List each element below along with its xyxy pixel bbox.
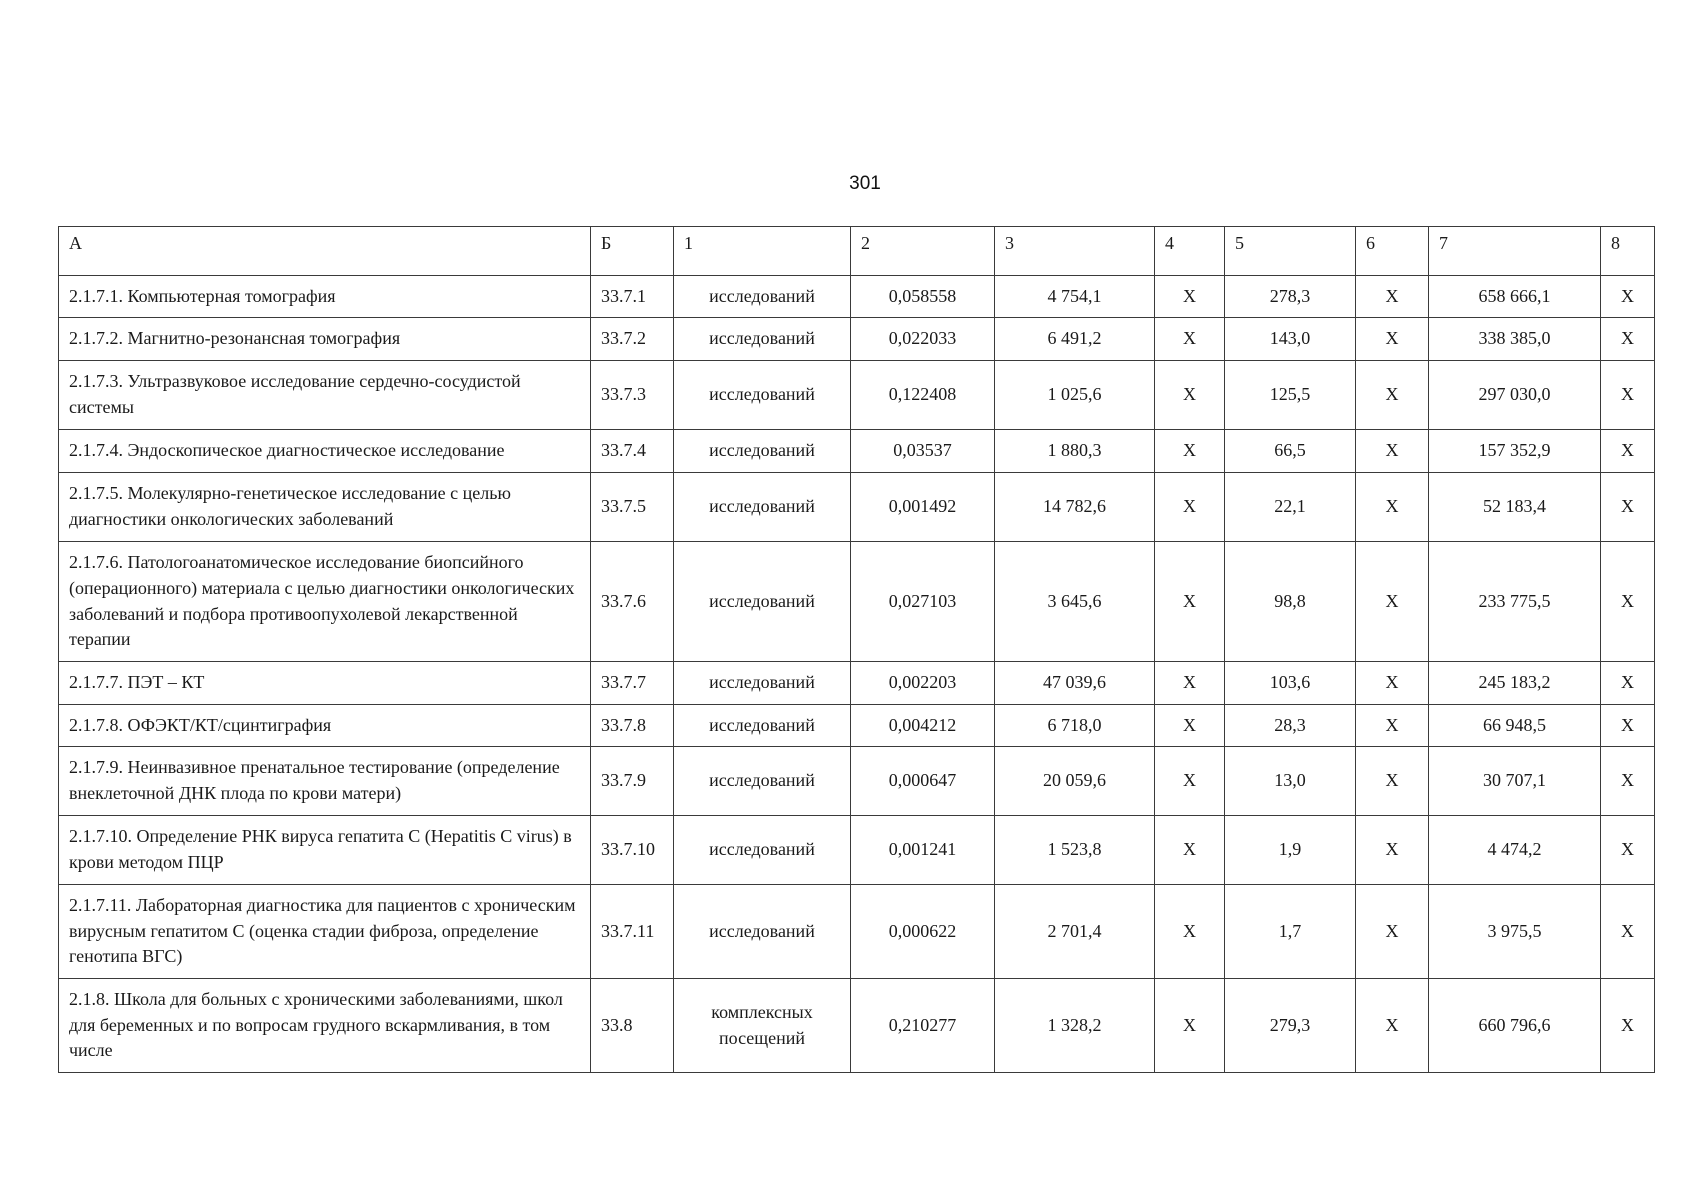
table-cell: Х: [1601, 318, 1655, 361]
table-cell: 66 948,5: [1429, 705, 1601, 747]
table-cell: Х: [1356, 747, 1429, 816]
table-row: [59, 318, 1655, 361]
table-cell: 1 880,3: [995, 430, 1155, 473]
table-cell: 338 385,0: [1429, 318, 1601, 361]
table-cell: Х: [1155, 361, 1225, 430]
table-row: [59, 885, 1655, 979]
row-code: 33.7.9: [591, 747, 674, 816]
table-cell: 0,058558: [851, 276, 995, 318]
table-cell: Х: [1155, 662, 1225, 705]
table-cell: 22,1: [1225, 473, 1356, 542]
table-cell: Х: [1356, 662, 1429, 705]
table-cell: Х: [1356, 276, 1429, 318]
row-code: 33.7.5: [591, 473, 674, 542]
page-number: 301: [849, 173, 881, 194]
header-cell: 6: [1356, 227, 1429, 276]
row-unit: исследований: [674, 318, 851, 361]
table-cell: Х: [1601, 276, 1655, 318]
table-cell: 20 059,6: [995, 747, 1155, 816]
table-row: [59, 473, 1655, 542]
table-cell: Х: [1601, 816, 1655, 885]
table-cell: 4 474,2: [1429, 816, 1601, 885]
table-cell: Х: [1601, 979, 1655, 1073]
table-cell: Х: [1601, 885, 1655, 979]
row-unit: исследований: [674, 705, 851, 747]
table-cell: 0,002203: [851, 662, 995, 705]
table-cell: 1,7: [1225, 885, 1356, 979]
table-cell: 4 754,1: [995, 276, 1155, 318]
table-cell: 278,3: [1225, 276, 1356, 318]
table-cell: 0,03537: [851, 430, 995, 473]
table-cell: Х: [1356, 979, 1429, 1073]
table-cell: 157 352,9: [1429, 430, 1601, 473]
table-cell: 52 183,4: [1429, 473, 1601, 542]
table-cell: 0,001241: [851, 816, 995, 885]
row-unit: исследований: [674, 430, 851, 473]
table-cell: Х: [1356, 361, 1429, 430]
table-cell: Х: [1356, 705, 1429, 747]
row-label: 2.1.7.3. Ультразвуковое исследование сердечно-сосудистой системы: [59, 361, 591, 430]
table-cell: 98,8: [1225, 542, 1356, 662]
header-cell: А: [59, 227, 591, 276]
row-code: 33.7.10: [591, 816, 674, 885]
table-cell: 13,0: [1225, 747, 1356, 816]
table-cell: 0,000647: [851, 747, 995, 816]
table-cell: 103,6: [1225, 662, 1356, 705]
table-cell: 1 328,2: [995, 979, 1155, 1073]
table-cell: Х: [1155, 276, 1225, 318]
row-unit: исследований: [674, 276, 851, 318]
header-cell: 4: [1155, 227, 1225, 276]
table-cell: 233 775,5: [1429, 542, 1601, 662]
row-label: 2.1.7.1. Компьютерная томография: [59, 276, 591, 318]
table-row: [59, 979, 1655, 1073]
header-cell: Б: [591, 227, 674, 276]
row-unit: исследований: [674, 361, 851, 430]
row-unit: исследований: [674, 816, 851, 885]
table-row: [59, 747, 1655, 816]
table-cell: 297 030,0: [1429, 361, 1601, 430]
row-unit: исследований: [674, 542, 851, 662]
table-cell: 28,3: [1225, 705, 1356, 747]
row-label: 2.1.7.10. Определение РНК вируса гепатита С (Hepatitis C virus) в крови методом ПЦР: [59, 816, 591, 885]
table-cell: 3 645,6: [995, 542, 1155, 662]
table-cell: 1,9: [1225, 816, 1356, 885]
table-cell: 279,3: [1225, 979, 1356, 1073]
table-cell: Х: [1356, 816, 1429, 885]
table-cell: 658 666,1: [1429, 276, 1601, 318]
table-cell: 3 975,5: [1429, 885, 1601, 979]
row-label: 2.1.7.6. Патологоанатомическое исследование биопсийного (операционного) материала с целью диагностики онкологических заболеваний и подбора противоопухолевой лекарственной терапии: [59, 542, 591, 662]
header-cell: 1: [674, 227, 851, 276]
table-cell: 0,004212: [851, 705, 995, 747]
header-cell: 2: [851, 227, 995, 276]
table-cell: 30 707,1: [1429, 747, 1601, 816]
table-cell: 1 523,8: [995, 816, 1155, 885]
table-cell: 0,027103: [851, 542, 995, 662]
table-cell: Х: [1155, 318, 1225, 361]
row-unit: исследований: [674, 662, 851, 705]
table-cell: Х: [1601, 361, 1655, 430]
table-cell: 47 039,6: [995, 662, 1155, 705]
row-code: 33.8: [591, 979, 674, 1073]
row-code: 33.7.2: [591, 318, 674, 361]
table-cell: Х: [1601, 747, 1655, 816]
table-row: [59, 361, 1655, 430]
table-cell: Х: [1155, 430, 1225, 473]
table-cell: Х: [1155, 979, 1225, 1073]
table-cell: Х: [1356, 473, 1429, 542]
table-cell: 0,001492: [851, 473, 995, 542]
row-label: 2.1.7.8. ОФЭКТ/КТ/сцинтиграфия: [59, 705, 591, 747]
table-cell: Х: [1356, 430, 1429, 473]
table-cell: 660 796,6: [1429, 979, 1601, 1073]
table-cell: Х: [1356, 318, 1429, 361]
row-label: 2.1.7.7. ПЭТ – КТ: [59, 662, 591, 705]
table-cell: 0,122408: [851, 361, 995, 430]
row-unit: исследований: [674, 473, 851, 542]
table-cell: 0,210277: [851, 979, 995, 1073]
row-code: 33.7.3: [591, 361, 674, 430]
table-cell: 66,5: [1225, 430, 1356, 473]
table-row: [59, 816, 1655, 885]
row-label: 2.1.7.5. Молекулярно-генетическое исследование с целью диагностики онкологических заболеваний: [59, 473, 591, 542]
row-label: 2.1.7.11. Лабораторная диагностика для пациентов с хроническим вирусным гепатитом С (оценка стадии фиброза, определение генотипа ВГС): [59, 885, 591, 979]
table-cell: Х: [1601, 430, 1655, 473]
table-cell: 6 491,2: [995, 318, 1155, 361]
table-cell: Х: [1601, 705, 1655, 747]
table-header-row: [59, 227, 1655, 276]
header-cell: 5: [1225, 227, 1356, 276]
table-cell: Х: [1601, 473, 1655, 542]
table-row: [59, 542, 1655, 662]
row-label: 2.1.7.4. Эндоскопическое диагностическое исследование: [59, 430, 591, 473]
table-cell: 1 025,6: [995, 361, 1155, 430]
table-row: [59, 276, 1655, 318]
header-cell: 3: [995, 227, 1155, 276]
row-label: 2.1.7.2. Магнитно-резонансная томография: [59, 318, 591, 361]
row-code: 33.7.7: [591, 662, 674, 705]
header-cell: 8: [1601, 227, 1655, 276]
table-cell: 0,000622: [851, 885, 995, 979]
row-unit: исследований: [674, 747, 851, 816]
table-cell: Х: [1356, 542, 1429, 662]
table-row: [59, 705, 1655, 747]
table-cell: 125,5: [1225, 361, 1356, 430]
row-code: 33.7.11: [591, 885, 674, 979]
table-cell: Х: [1356, 885, 1429, 979]
table-cell: Х: [1155, 705, 1225, 747]
row-label: 2.1.7.9. Неинвазивное пренатальное тестирование (определение внеклеточной ДНК плода по крови матери): [59, 747, 591, 816]
table-cell: Х: [1155, 542, 1225, 662]
table-cell: 245 183,2: [1429, 662, 1601, 705]
row-code: 33.7.1: [591, 276, 674, 318]
row-unit: исследований: [674, 885, 851, 979]
row-label: 2.1.8. Школа для больных с хроническими заболеваниями, школ для беременных и по вопросам грудного вскармливания, в том числе: [59, 979, 591, 1073]
row-unit: комплексных посещений: [674, 979, 851, 1073]
row-code: 33.7.4: [591, 430, 674, 473]
table-cell: Х: [1601, 542, 1655, 662]
table-cell: 0,022033: [851, 318, 995, 361]
table-cell: Х: [1155, 747, 1225, 816]
table-row: [59, 662, 1655, 705]
header-cell: 7: [1429, 227, 1601, 276]
row-code: 33.7.6: [591, 542, 674, 662]
table-cell: 2 701,4: [995, 885, 1155, 979]
row-code: 33.7.8: [591, 705, 674, 747]
table-cell: 6 718,0: [995, 705, 1155, 747]
table-row: [59, 430, 1655, 473]
table-cell: Х: [1155, 473, 1225, 542]
table-cell: Х: [1155, 816, 1225, 885]
table-cell: Х: [1155, 885, 1225, 979]
data-table: [58, 226, 1655, 1073]
table-body: [59, 227, 1655, 1073]
table-cell: Х: [1601, 662, 1655, 705]
table-cell: 143,0: [1225, 318, 1356, 361]
table-cell: 14 782,6: [995, 473, 1155, 542]
